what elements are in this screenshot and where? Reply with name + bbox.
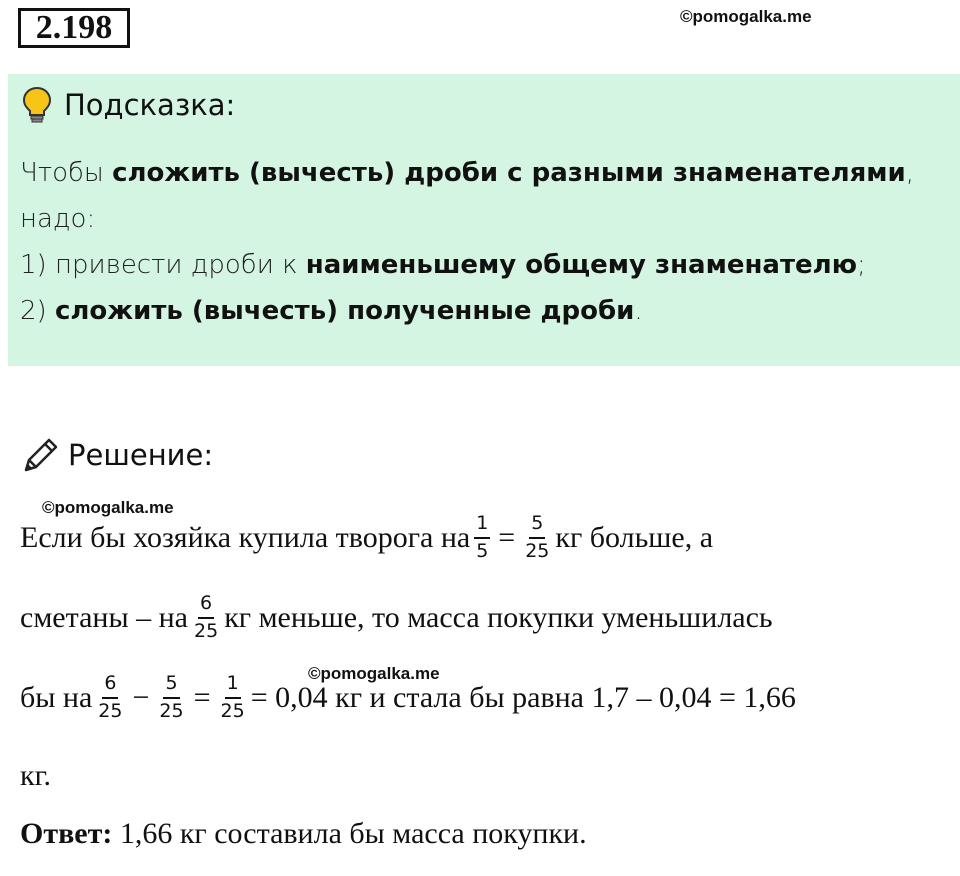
answer-text: 1,66 кг составила бы масса покупки. bbox=[112, 817, 587, 850]
pencil-icon bbox=[22, 436, 60, 474]
solution-line-3: бы на $\frac{6}{25}$ − $\frac{5}{25}$ = $\frac{1}{25}$ = 0,04 кг и стала бы равна 1,7 – 0,04 = 1,66 bbox=[20, 672, 796, 722]
answer-label: Ответ: bbox=[20, 817, 113, 850]
fraction: $\frac{6}{25}$ bbox=[194, 592, 219, 642]
fraction: $\frac{5}{25}$ bbox=[159, 672, 184, 722]
watermark-lower: ©pomogalka.me bbox=[308, 664, 440, 683]
answer-line bbox=[20, 814, 587, 854]
hint-text bbox=[20, 150, 950, 334]
hint-line-2: надо: bbox=[20, 204, 96, 234]
watermark-middle: ©pomogalka.me bbox=[42, 498, 174, 517]
problem-number-badge: 2.198 bbox=[18, 8, 130, 48]
hint-line-1: Чтобы сложить (вычесть) дроби с разными знаменателями, bbox=[20, 158, 915, 188]
fraction: $\frac{6}{25}$ bbox=[98, 672, 123, 722]
solution-line-1: Если бы хозяйка купила творога на $\frac{1}{5}$ = $\frac{5}{25}$ кг больше, а bbox=[20, 512, 714, 562]
fraction: $\frac{1}{25}$ bbox=[220, 672, 245, 722]
solution-header bbox=[22, 436, 213, 474]
solution-line-2: сметаны – на $\frac{6}{25}$ кг меньше, то масса покупки уменьшилась bbox=[20, 592, 773, 642]
fraction: $\frac{1}{5}$ bbox=[476, 512, 489, 562]
solution-line-4: кг. bbox=[20, 759, 51, 792]
hint-line-4: 2) сложить (вычесть) полученные дроби. bbox=[20, 296, 643, 326]
hint-header bbox=[22, 86, 235, 124]
solution-title: Решение: bbox=[68, 438, 214, 472]
fraction: $\frac{5}{25}$ bbox=[525, 512, 550, 562]
hint-line-3: 1) привести дроби к наименьшему общему знаменателю; bbox=[20, 250, 866, 280]
lightbulb-icon bbox=[22, 86, 52, 124]
watermark-top: ©pomogalka.me bbox=[680, 7, 812, 26]
hint-title: Подсказка: bbox=[64, 88, 236, 122]
